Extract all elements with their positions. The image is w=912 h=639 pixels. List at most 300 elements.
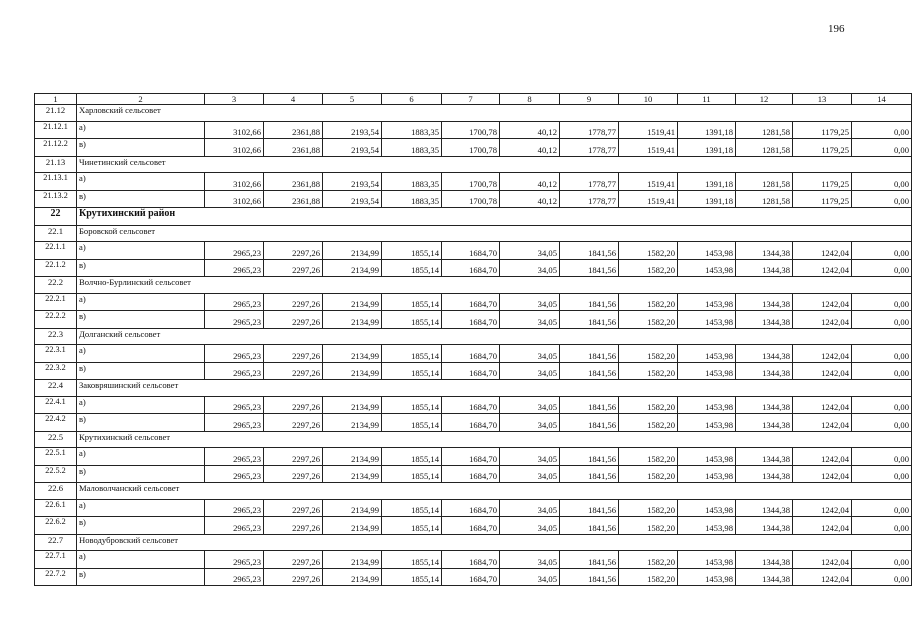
value-cell: 1344,38: [736, 345, 793, 363]
section-row: [35, 277, 912, 294]
table-row: [35, 139, 912, 157]
value-cell: 1281,58: [736, 121, 793, 139]
value-cell: 0,00: [852, 121, 912, 139]
table-header: [35, 94, 912, 105]
row-label: а): [77, 396, 205, 414]
value-cell: 1684,70: [442, 293, 500, 311]
value-cell: 1841,56: [560, 499, 619, 517]
value-cell: 1453,98: [678, 448, 736, 466]
value-cell: 1281,58: [736, 139, 793, 157]
value-cell: 0,00: [852, 259, 912, 277]
table-row: [35, 465, 912, 483]
value-cell: 2965,23: [205, 414, 264, 432]
value-cell: 1242,04: [793, 465, 852, 483]
value-cell: 2193,54: [323, 121, 382, 139]
value-cell: 1582,20: [619, 551, 678, 569]
value-cell: 1344,38: [736, 242, 793, 260]
value-cell: 1855,14: [382, 396, 442, 414]
value-cell: 1684,70: [442, 311, 500, 329]
section-title: Крутихинский сельсовет: [77, 431, 912, 448]
value-cell: 1855,14: [382, 499, 442, 517]
value-cell: 1453,98: [678, 465, 736, 483]
value-cell: 2297,26: [264, 551, 323, 569]
column-header: 7: [442, 94, 500, 105]
value-cell: 1344,38: [736, 517, 793, 535]
value-cell: 2965,23: [205, 345, 264, 363]
value-cell: 1684,70: [442, 551, 500, 569]
value-cell: 0,00: [852, 448, 912, 466]
table-row: [35, 568, 912, 586]
value-cell: 1519,41: [619, 139, 678, 157]
row-code: 22.6.1: [35, 499, 77, 517]
value-cell: 1179,25: [793, 173, 852, 191]
value-cell: 1582,20: [619, 242, 678, 260]
value-cell: 1582,20: [619, 517, 678, 535]
value-cell: 34,05: [500, 259, 560, 277]
value-cell: 34,05: [500, 396, 560, 414]
value-cell: 1344,38: [736, 568, 793, 586]
value-cell: 0,00: [852, 242, 912, 260]
value-cell: 1453,98: [678, 396, 736, 414]
row-label: а): [77, 242, 205, 260]
value-cell: 1582,20: [619, 465, 678, 483]
row-label: в): [77, 259, 205, 277]
value-cell: 2361,88: [264, 121, 323, 139]
value-cell: 1453,98: [678, 293, 736, 311]
table-row: [35, 362, 912, 380]
section-row: [35, 225, 912, 242]
value-cell: 1778,77: [560, 190, 619, 208]
row-code: 21.13.2: [35, 190, 77, 208]
row-code: 22.3.2: [35, 362, 77, 380]
value-cell: 0,00: [852, 396, 912, 414]
value-cell: 1582,20: [619, 414, 678, 432]
row-code: 21.13: [35, 156, 77, 173]
value-cell: 1684,70: [442, 568, 500, 586]
value-cell: 34,05: [500, 517, 560, 535]
value-cell: 1582,20: [619, 499, 678, 517]
value-cell: 1684,70: [442, 362, 500, 380]
section-row: [35, 380, 912, 397]
value-cell: 2297,26: [264, 396, 323, 414]
value-cell: 40,12: [500, 190, 560, 208]
value-cell: 1242,04: [793, 259, 852, 277]
value-cell: 1582,20: [619, 259, 678, 277]
value-cell: 2965,23: [205, 259, 264, 277]
page-number: 196: [828, 23, 845, 35]
value-cell: 0,00: [852, 568, 912, 586]
value-cell: 1841,56: [560, 259, 619, 277]
row-code: 21.12: [35, 105, 77, 122]
value-cell: 1841,56: [560, 465, 619, 483]
value-cell: 1519,41: [619, 190, 678, 208]
value-cell: 2134,99: [323, 448, 382, 466]
section-title: Волчно-Бурлинский сельсовет: [77, 277, 912, 294]
column-header: 12: [736, 94, 793, 105]
value-cell: 1344,38: [736, 414, 793, 432]
value-cell: 2134,99: [323, 568, 382, 586]
value-cell: 1453,98: [678, 499, 736, 517]
value-cell: 1242,04: [793, 311, 852, 329]
value-cell: 0,00: [852, 414, 912, 432]
value-cell: 1841,56: [560, 551, 619, 569]
column-header: 5: [323, 94, 382, 105]
row-label: в): [77, 568, 205, 586]
row-code: 22.7: [35, 534, 77, 551]
value-cell: 1519,41: [619, 173, 678, 191]
value-cell: 1453,98: [678, 345, 736, 363]
value-cell: 40,12: [500, 121, 560, 139]
value-cell: 2297,26: [264, 465, 323, 483]
section-title: Крутихинский район: [77, 208, 912, 226]
value-cell: 1700,78: [442, 190, 500, 208]
row-code: 22.1.2: [35, 259, 77, 277]
value-cell: 1582,20: [619, 311, 678, 329]
value-cell: 1281,58: [736, 173, 793, 191]
value-cell: 2297,26: [264, 517, 323, 535]
value-cell: 2965,23: [205, 448, 264, 466]
value-cell: 1453,98: [678, 568, 736, 586]
value-cell: 1582,20: [619, 448, 678, 466]
value-cell: 1391,18: [678, 173, 736, 191]
value-cell: 2134,99: [323, 551, 382, 569]
value-cell: 3102,66: [205, 173, 264, 191]
value-cell: 1778,77: [560, 139, 619, 157]
value-cell: 1242,04: [793, 448, 852, 466]
value-cell: 1841,56: [560, 396, 619, 414]
value-cell: 1684,70: [442, 242, 500, 260]
row-code: 22.2.2: [35, 311, 77, 329]
row-label: а): [77, 173, 205, 191]
value-cell: 1684,70: [442, 499, 500, 517]
value-cell: 34,05: [500, 242, 560, 260]
table-row: [35, 448, 912, 466]
value-cell: 2297,26: [264, 362, 323, 380]
row-code: 21.12.2: [35, 139, 77, 157]
column-header: 1: [35, 94, 77, 105]
row-code: 22.4: [35, 380, 77, 397]
row-code: 22.5.1: [35, 448, 77, 466]
value-cell: 0,00: [852, 499, 912, 517]
column-header: 8: [500, 94, 560, 105]
table-row: [35, 311, 912, 329]
value-cell: 2193,54: [323, 190, 382, 208]
row-label: а): [77, 448, 205, 466]
value-cell: 1700,78: [442, 139, 500, 157]
value-cell: 1841,56: [560, 345, 619, 363]
value-cell: 1242,04: [793, 293, 852, 311]
value-cell: 2297,26: [264, 311, 323, 329]
table-row: [35, 190, 912, 208]
row-code: 22.4.2: [35, 414, 77, 432]
value-cell: 34,05: [500, 362, 560, 380]
value-cell: 2193,54: [323, 139, 382, 157]
value-cell: 34,05: [500, 345, 560, 363]
row-label: в): [77, 311, 205, 329]
section-title: Заковряшинский сельсовет: [77, 380, 912, 397]
value-cell: 2965,23: [205, 517, 264, 535]
value-cell: 40,12: [500, 139, 560, 157]
table-body: [35, 105, 912, 586]
value-cell: 2361,88: [264, 190, 323, 208]
value-cell: 2297,26: [264, 448, 323, 466]
value-cell: 1344,38: [736, 551, 793, 569]
row-code: 22.5.2: [35, 465, 77, 483]
value-cell: 34,05: [500, 293, 560, 311]
column-header: 4: [264, 94, 323, 105]
value-cell: 2297,26: [264, 345, 323, 363]
value-cell: 2134,99: [323, 242, 382, 260]
value-cell: 1841,56: [560, 568, 619, 586]
value-cell: 2193,54: [323, 173, 382, 191]
row-code: 22.1.1: [35, 242, 77, 260]
section-row: [35, 328, 912, 345]
region-row: [35, 208, 912, 226]
value-cell: 1684,70: [442, 517, 500, 535]
value-cell: 1700,78: [442, 121, 500, 139]
value-cell: 1684,70: [442, 259, 500, 277]
value-cell: 1883,35: [382, 190, 442, 208]
value-cell: 2965,23: [205, 362, 264, 380]
value-cell: 1855,14: [382, 465, 442, 483]
value-cell: 1582,20: [619, 362, 678, 380]
row-label: а): [77, 121, 205, 139]
section-row: [35, 105, 912, 122]
row-code: 22.6: [35, 483, 77, 500]
value-cell: 1841,56: [560, 448, 619, 466]
value-cell: 1242,04: [793, 396, 852, 414]
value-cell: 1344,38: [736, 396, 793, 414]
row-code: 22: [35, 208, 77, 226]
table-row: [35, 499, 912, 517]
value-cell: 0,00: [852, 139, 912, 157]
value-cell: 2134,99: [323, 311, 382, 329]
value-cell: 1841,56: [560, 517, 619, 535]
value-cell: 1684,70: [442, 448, 500, 466]
value-cell: 1883,35: [382, 139, 442, 157]
value-cell: 1242,04: [793, 568, 852, 586]
value-cell: 1700,78: [442, 173, 500, 191]
value-cell: 1344,38: [736, 293, 793, 311]
value-cell: 2297,26: [264, 499, 323, 517]
value-cell: 0,00: [852, 362, 912, 380]
value-cell: 0,00: [852, 465, 912, 483]
value-cell: 1855,14: [382, 362, 442, 380]
table-row: [35, 345, 912, 363]
row-label: в): [77, 190, 205, 208]
value-cell: 1344,38: [736, 362, 793, 380]
row-code: 22.1: [35, 225, 77, 242]
value-cell: 1242,04: [793, 517, 852, 535]
column-header: 13: [793, 94, 852, 105]
value-cell: 34,05: [500, 465, 560, 483]
value-cell: 1179,25: [793, 139, 852, 157]
value-cell: 2965,23: [205, 551, 264, 569]
value-cell: 2134,99: [323, 465, 382, 483]
row-code: 22.3.1: [35, 345, 77, 363]
row-label: в): [77, 139, 205, 157]
section-title: Харловский сельсовет: [77, 105, 912, 122]
column-header: 3: [205, 94, 264, 105]
row-code: 22.7.1: [35, 551, 77, 569]
header-row: [35, 94, 912, 105]
section-row: [35, 534, 912, 551]
section-title: Долганский сельсовет: [77, 328, 912, 345]
row-code: 21.13.1: [35, 173, 77, 191]
row-code: 22.4.1: [35, 396, 77, 414]
value-cell: 2965,23: [205, 293, 264, 311]
value-cell: 2361,88: [264, 139, 323, 157]
table-row: [35, 293, 912, 311]
column-header: 2: [77, 94, 205, 105]
value-cell: 1855,14: [382, 242, 442, 260]
value-cell: 1855,14: [382, 311, 442, 329]
column-header: 11: [678, 94, 736, 105]
value-cell: 1453,98: [678, 242, 736, 260]
row-code: 22.5: [35, 431, 77, 448]
value-cell: 2965,23: [205, 242, 264, 260]
value-cell: 0,00: [852, 551, 912, 569]
value-cell: 0,00: [852, 345, 912, 363]
value-cell: 2965,23: [205, 465, 264, 483]
row-label: а): [77, 293, 205, 311]
column-header: 10: [619, 94, 678, 105]
value-cell: 3102,66: [205, 190, 264, 208]
value-cell: 34,05: [500, 414, 560, 432]
value-cell: 1841,56: [560, 242, 619, 260]
row-code: 22.6.2: [35, 517, 77, 535]
value-cell: 1453,98: [678, 311, 736, 329]
value-cell: 1453,98: [678, 414, 736, 432]
row-label: а): [77, 551, 205, 569]
value-cell: 1179,25: [793, 190, 852, 208]
value-cell: 1841,56: [560, 311, 619, 329]
value-cell: 1582,20: [619, 293, 678, 311]
section-title: Маловолчанский сельсовет: [77, 483, 912, 500]
column-header: 14: [852, 94, 912, 105]
value-cell: 1281,58: [736, 190, 793, 208]
value-cell: 1855,14: [382, 551, 442, 569]
value-cell: 1883,35: [382, 173, 442, 191]
table-row: [35, 551, 912, 569]
tariff-table: [34, 93, 912, 586]
value-cell: 2134,99: [323, 499, 382, 517]
value-cell: 40,12: [500, 173, 560, 191]
value-cell: 1684,70: [442, 465, 500, 483]
table-row: [35, 396, 912, 414]
value-cell: 1582,20: [619, 568, 678, 586]
value-cell: 2134,99: [323, 396, 382, 414]
table-row: [35, 173, 912, 191]
value-cell: 1684,70: [442, 414, 500, 432]
value-cell: 1855,14: [382, 448, 442, 466]
section-row: [35, 431, 912, 448]
value-cell: 1778,77: [560, 121, 619, 139]
value-cell: 3102,66: [205, 121, 264, 139]
value-cell: 1855,14: [382, 345, 442, 363]
value-cell: 1344,38: [736, 311, 793, 329]
row-label: в): [77, 414, 205, 432]
value-cell: 34,05: [500, 499, 560, 517]
value-cell: 0,00: [852, 190, 912, 208]
table-row: [35, 517, 912, 535]
value-cell: 1841,56: [560, 293, 619, 311]
value-cell: 1391,18: [678, 121, 736, 139]
value-cell: 1855,14: [382, 293, 442, 311]
value-cell: 0,00: [852, 293, 912, 311]
value-cell: 34,05: [500, 568, 560, 586]
value-cell: 1582,20: [619, 345, 678, 363]
value-cell: 0,00: [852, 517, 912, 535]
value-cell: 1582,20: [619, 396, 678, 414]
value-cell: 0,00: [852, 173, 912, 191]
value-cell: 2965,23: [205, 499, 264, 517]
value-cell: 1453,98: [678, 259, 736, 277]
column-header: 6: [382, 94, 442, 105]
value-cell: 1684,70: [442, 396, 500, 414]
column-header: 9: [560, 94, 619, 105]
value-cell: 2297,26: [264, 414, 323, 432]
value-cell: 1855,14: [382, 568, 442, 586]
row-code: 22.3: [35, 328, 77, 345]
value-cell: 34,05: [500, 311, 560, 329]
value-cell: 2134,99: [323, 293, 382, 311]
value-cell: 1344,38: [736, 259, 793, 277]
value-cell: 1453,98: [678, 551, 736, 569]
value-cell: 1841,56: [560, 362, 619, 380]
value-cell: 1855,14: [382, 414, 442, 432]
section-title: Боровской сельсовет: [77, 225, 912, 242]
section-title: Чинетинский сельсовет: [77, 156, 912, 173]
value-cell: 2965,23: [205, 311, 264, 329]
value-cell: 1684,70: [442, 345, 500, 363]
value-cell: 2965,23: [205, 568, 264, 586]
value-cell: 1453,98: [678, 362, 736, 380]
table-row: [35, 121, 912, 139]
value-cell: 2297,26: [264, 242, 323, 260]
value-cell: 1344,38: [736, 448, 793, 466]
value-cell: 34,05: [500, 448, 560, 466]
value-cell: 0,00: [852, 311, 912, 329]
value-cell: 2134,99: [323, 345, 382, 363]
value-cell: 1242,04: [793, 551, 852, 569]
value-cell: 3102,66: [205, 139, 264, 157]
row-label: в): [77, 517, 205, 535]
value-cell: 2134,99: [323, 414, 382, 432]
value-cell: 2134,99: [323, 517, 382, 535]
row-code: 22.7.2: [35, 568, 77, 586]
value-cell: 1391,18: [678, 139, 736, 157]
value-cell: 1242,04: [793, 345, 852, 363]
row-code: 21.12.1: [35, 121, 77, 139]
value-cell: 1344,38: [736, 465, 793, 483]
value-cell: 34,05: [500, 551, 560, 569]
value-cell: 1883,35: [382, 121, 442, 139]
value-cell: 1519,41: [619, 121, 678, 139]
row-label: в): [77, 465, 205, 483]
value-cell: 1242,04: [793, 362, 852, 380]
value-cell: 2361,88: [264, 173, 323, 191]
value-cell: 1855,14: [382, 517, 442, 535]
row-label: в): [77, 362, 205, 380]
value-cell: 1778,77: [560, 173, 619, 191]
value-cell: 1242,04: [793, 242, 852, 260]
value-cell: 2297,26: [264, 259, 323, 277]
section-row: [35, 483, 912, 500]
table-row: [35, 414, 912, 432]
value-cell: 1179,25: [793, 121, 852, 139]
value-cell: 2134,99: [323, 259, 382, 277]
